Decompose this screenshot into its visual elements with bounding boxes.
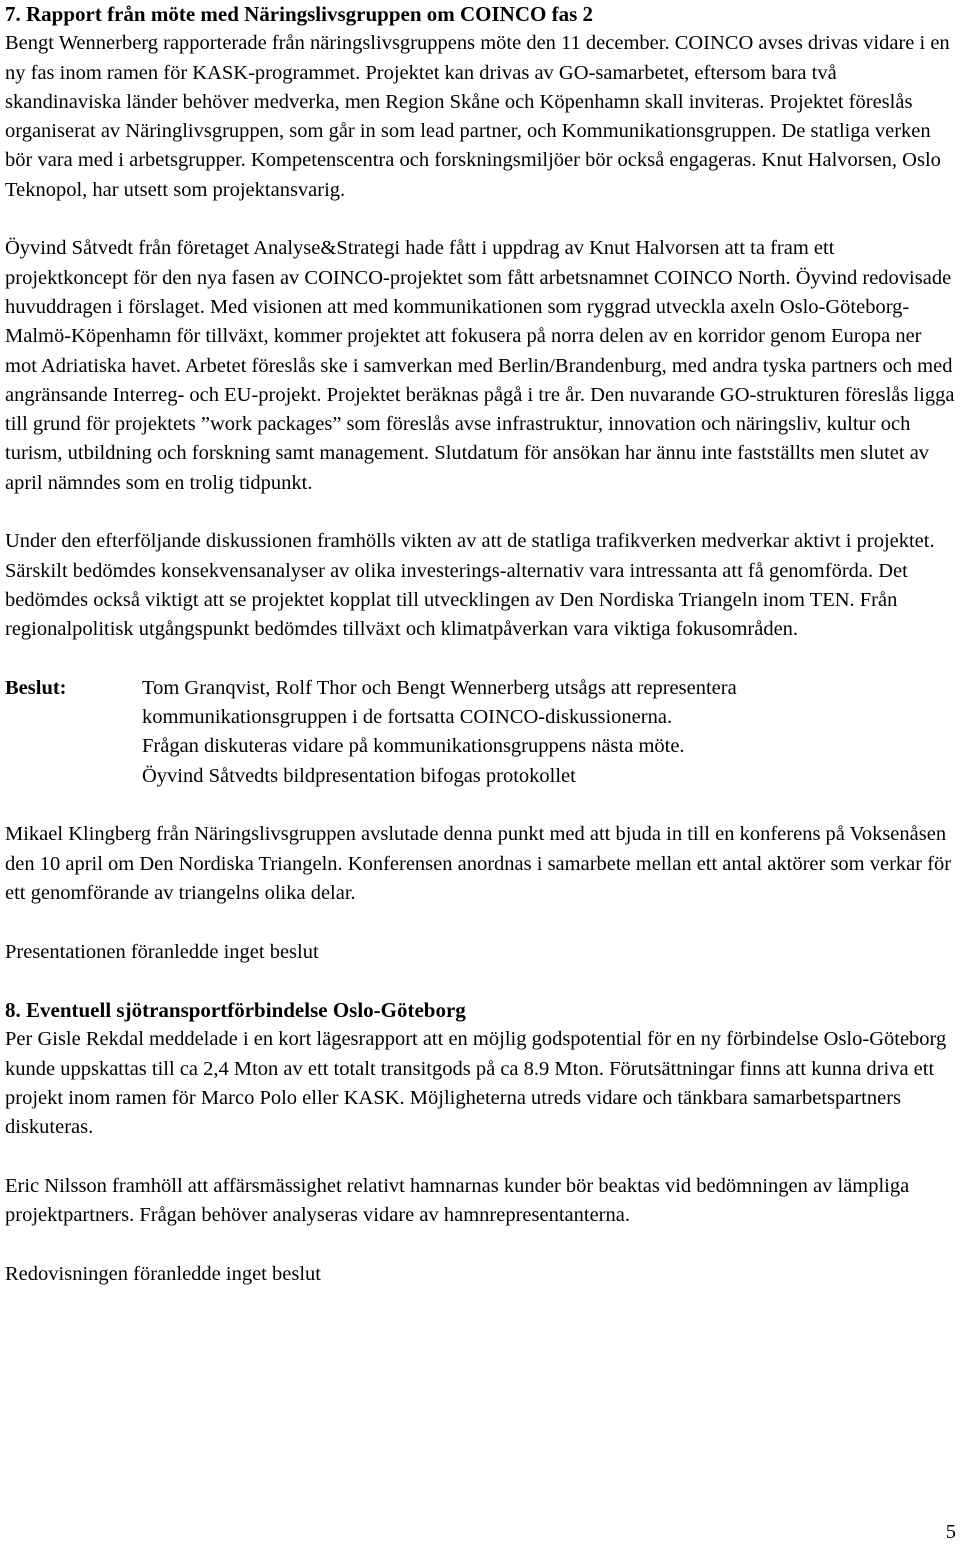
section-8-heading: 8. Eventuell sjötransportförbindelse Oslo-Göteborg: [5, 998, 466, 1023]
spacer: [5, 645, 957, 674]
decision-line: kommunikationsgruppen i de fortsatta COINCO-diskussionerna.: [142, 706, 673, 729]
spacer: [5, 908, 957, 937]
section-7-paragraph-1: Bengt Wennerberg rapporterade från näringslivsgruppens möte den 11 december. COINCO avses drivas vidare i en ny fas inom ramen för KASK-programmet. Projektet kan drivas av GO-samarbetet, eftersom bara två skandinaviska länder behöver medverka, men Region Skåne och Köpenhamn skall inviteras. Projektet föreslås organiserat av Näringlivsgruppen, som går in som lead partner, och Kommunikationsgruppen. De statliga verken bör vara med i arbetsgrupper. Kompetenscentra och forskningsmiljöer bör också engageras. Knut Halvorsen, Oslo Teknopol, har utsett som projektansvarig.: [5, 32, 950, 201]
spacer: [5, 1230, 957, 1259]
section-8-paragraph-1: Per Gisle Rekdal meddelade i en kort lägesrapport att en möjlig godspotential för en ny förbindelse Oslo-Göteborg kunde uppskattas till ca 2,4 Mton av ett totalt transitgods på ca 8.9 Mton. Förutsättningar finns att kunna driva ett projekt inom ramen för Marco Polo eller KASK. Möjligheterna utreds vidare och tänkbara samarbetspartners diskuteras.: [5, 1028, 947, 1139]
section-7-paragraph-3: Under den efterföljande diskussionen framhölls vikten av att de statliga trafikverken medverkar aktivt i projektet. Särskilt bedömdes konsekvensanalyser av olika investerings-alternativ vara intressanta att få genomförda. Det bedömdes också viktigt att se projektet kopplat till utvecklingen av Den Nordiska Triangeln inom TEN. Från regionalpolitisk utgångspunkt bedömdes tillväxt och klimatpåverkan vara viktiga fokusområden.: [5, 530, 935, 641]
spacer: [5, 967, 957, 996]
decision-label: Beslut:: [5, 676, 67, 699]
spacer: [5, 205, 957, 234]
section-7-paragraph-5: Presentationen föranledde inget beslut: [5, 940, 319, 963]
decision-block: [5, 674, 957, 791]
spacer: [5, 498, 957, 527]
page-number: 5: [945, 1521, 956, 1543]
section-8-paragraph-2: Eric Nilsson framhöll att affärsmässighet relativt hamnarnas kunder bör beaktas vid bedömningen av lämpliga projektpartners. Frågan behöver analyseras vidare av hamnrepresentanterna.: [5, 1174, 910, 1227]
document-page: [5, 0, 957, 1289]
decision-line: Tom Granqvist, Rolf Thor och Bengt Wennerberg utsågs att representera: [142, 676, 737, 699]
spacer: [5, 791, 957, 820]
decision-line: Frågan diskuteras vidare på kommunikationsgruppens nästa möte.: [142, 735, 685, 758]
spacer: [5, 1143, 957, 1172]
section-7-paragraph-4: Mikael Klingberg från Näringslivsgruppen avslutade denna punkt med att bjuda in till en konferens på Voksenåsen den 10 april om Den Nordiska Triangeln. Konferensen anordnas i samarbete mellan ett antal aktörer som verkar för ett genomförande av triangelns olika delar.: [5, 823, 952, 904]
decision-text: [142, 674, 957, 791]
section-7-paragraph-2: Öyvind Såtvedt från företaget Analyse&Strategi hade fått i uppdrag av Knut Halvorsen att ta fram ett projektkoncept för den nya fasen av COINCO-projektet som fått arbetsnamnet COINCO North. Öyvind redovisade huvuddragen i förslaget. Med visionen att med kommunikationen som ryggrad utveckla axeln Oslo-Göteborg-Malmö-Köpenhamn för tillväxt, kommer projektet att fokusera på norra delen av en korridor genom Europa ner mot Adriatiska havet. Arbetet föreslås ske i samverkan med Berlin/Brandenburg, med andra tyska partners och med angränsande Interreg- och EU-projekt. Projektet beräknas pågå i tre år. Den nuvarande GO-strukturen föreslås ligga till grund för projektets ”work packages” som föreslås avse infrastruktur, innovation och näringsliv, kultur och turism, utbildning och forskning samt management. Slutdatum för ansökan har ännu inte fastställts men slutet av april nämndes som en trolig tidpunkt.: [5, 237, 955, 494]
section-7-heading: 7. Rapport från möte med Näringslivsgruppen om COINCO fas 2: [5, 2, 593, 26]
decision-line: Öyvind Såtvedts bildpresentation bifogas protokollet: [142, 764, 576, 787]
section-8-paragraph-3: Redovisningen föranledde inget beslut: [5, 1262, 321, 1285]
